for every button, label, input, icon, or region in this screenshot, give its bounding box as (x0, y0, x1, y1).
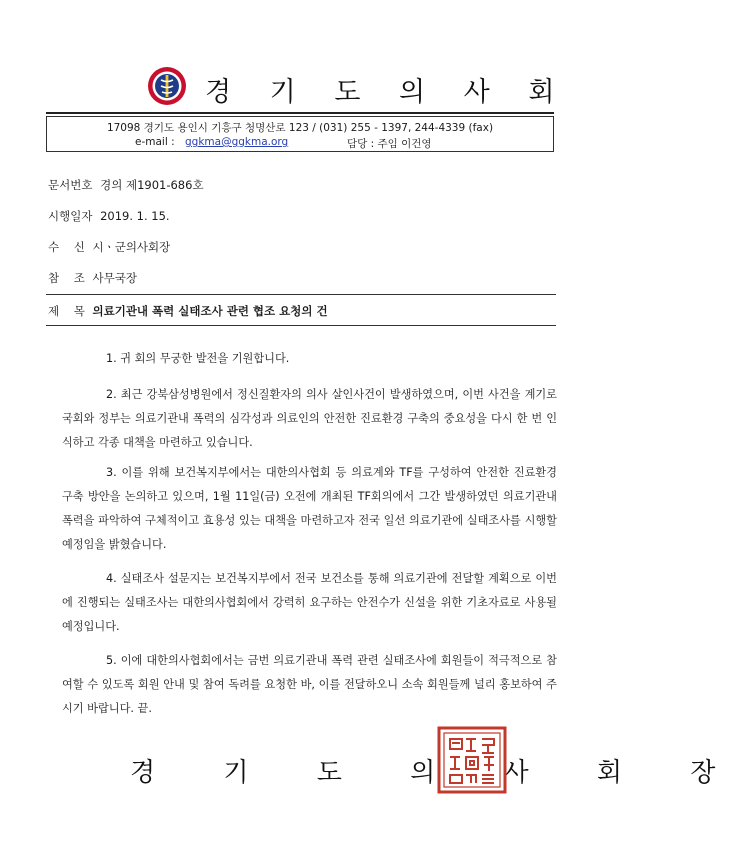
address-line: 17098 경기도 용인시 기흥구 청명산로 123 / (031) 255 - 1397, 244-4339 (fax) (106, 122, 494, 134)
sender-signature: 경 기 도 의 사 회 장 (130, 758, 745, 788)
recipient-row (48, 239, 170, 255)
recipient-value: 시ㆍ군의사회장 (92, 240, 171, 254)
subject-row (48, 303, 328, 319)
letterhead (0, 0, 600, 110)
subject-value: 의료기관내 폭력 실태조사 관련 협조 요청의 건 (92, 304, 328, 318)
subject-label: 제 목 (48, 304, 85, 318)
date-label: 시행일자 (48, 209, 93, 223)
subject-bottom-rule (46, 325, 556, 326)
official-seal-icon (436, 725, 508, 795)
doc-number-label: 문서번호 (48, 178, 93, 192)
association-logo-icon (147, 66, 187, 106)
reference-label: 참 조 (48, 271, 85, 285)
org-title: 경 기 도 의 사 회 (205, 77, 570, 108)
paragraph-5: 5. 이에 대한의사협회에서는 금번 의료기관내 폭력 관련 실태조사에 회원들이 적극적으로 참여할 수 있도록 회원 안내 및 참여 독려를 요청한 바, 이를 전달하오니 소속 회원들께 널리 홍보하여 주시기 바랍니다. 끝. (62, 654, 557, 715)
header-rule (46, 112, 554, 114)
doc-number-row (48, 177, 204, 193)
contact-person: 담당 : 주임 이건영 (347, 138, 432, 150)
address-box (46, 116, 554, 152)
paragraph-2: 2. 최근 강북삼성병원에서 정신질환자의 의사 살인사건이 발생하였으며, 이번 사건을 계기로 국회와 정부는 의료기관내 폭력의 심각성과 의료인의 안전한 진료환경 구축의 중요성을 다시 한 번 인식하고 각종 대책을 마련하고 있습니다. (62, 388, 557, 449)
subject-top-rule (46, 294, 556, 295)
date-row (48, 208, 170, 224)
email-link[interactable]: ggkma@ggkma.org (185, 136, 289, 148)
email-label: e-mail : (135, 136, 175, 148)
paragraph-4: 4. 실태조사 설문지는 보건복지부에서 전국 보건소를 통해 의료기관에 전달할 계획으로 이번에 진행되는 실태조사는 대한의사협회에서 강력히 요구하는 안전수가 신설을 위한 기초자료로 사용될 예정입니다. (62, 572, 557, 633)
date-value: 2019. 1. 15. (100, 209, 170, 223)
doc-number-value: 경의 제1901-686호 (100, 178, 204, 192)
paragraph-1: 1. 귀 회의 무궁한 발전을 기원합니다. (106, 352, 290, 365)
recipient-label: 수 신 (48, 240, 85, 254)
paragraph-3: 3. 이를 위해 보건복지부에서는 대한의사협회 등 의료계와 TF를 구성하여 안전한 진료환경 구축 방안을 논의하고 있으며, 1월 11일(금) 오전에 개최된 TF회의에서 그간 발생하였던 의료기관내 폭력을 파악하여 구체적이고 효용성 있는 대책을 마련하고자 전국 일선 의료기관에 실태조사를 시행할 예정임을 밝혔습니다. (62, 466, 557, 551)
reference-row (48, 270, 137, 286)
reference-value: 사무국장 (92, 271, 137, 285)
